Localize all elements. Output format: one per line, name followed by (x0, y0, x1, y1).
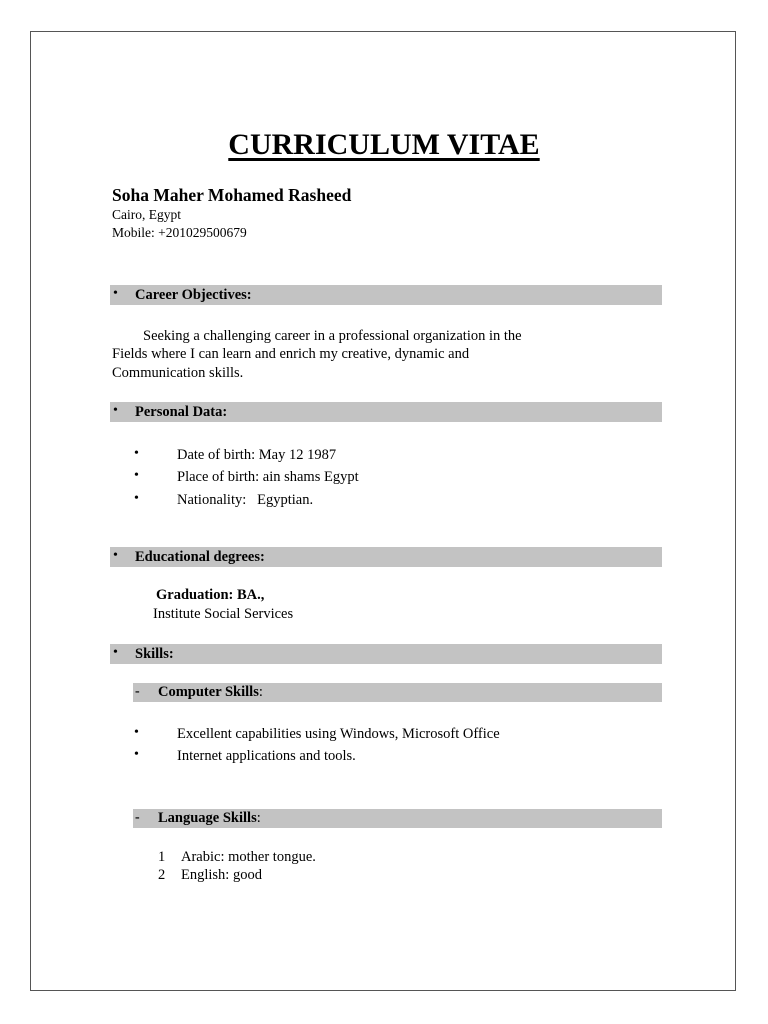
dash-icon: - (135, 684, 140, 699)
list-item: Internet applications and tools. (177, 748, 356, 764)
list-number: 1 (158, 849, 166, 865)
section-header-career-objectives (110, 285, 662, 305)
subsection-header-computer-skills (133, 683, 662, 702)
page-title: CURRICULUM VITAE (228, 128, 540, 161)
degree-title: Graduation: BA., (156, 587, 265, 603)
bullet-icon: • (134, 725, 139, 740)
bullet-icon: • (113, 403, 118, 418)
applicant-name: Soha Maher Mohamed Rasheed (112, 185, 352, 205)
applicant-city: Cairo, Egypt (112, 207, 181, 222)
career-objective-line-3: Communication skills. (112, 365, 244, 381)
degree-institute: Institute Social Services (153, 606, 294, 622)
applicant-mobile: Mobile: +201029500679 (112, 225, 247, 240)
subsection-heading-text: Computer Skills (158, 684, 259, 700)
subsection-header-language-skills (133, 809, 662, 828)
section-header-personal-data (110, 402, 662, 422)
list-item: English: good (181, 867, 262, 883)
list-item: Date of birth: May 12 1987 (177, 447, 337, 463)
colon: : (258, 684, 263, 700)
bullet-icon: • (134, 468, 139, 483)
bullet-icon: • (134, 491, 139, 506)
list-item: Place of birth: ain shams Egypt (177, 469, 359, 485)
section-heading: Educational degrees: (135, 549, 265, 565)
subsection-heading (158, 684, 263, 701)
section-heading: Career Objectives: (135, 287, 252, 303)
subsection-heading-text: Language Skills (158, 810, 257, 826)
bullet-icon: • (113, 548, 118, 563)
section-header-educational-degrees (110, 547, 662, 567)
list-item: Excellent capabilities using Windows, Microsoft Office (177, 726, 500, 742)
section-heading: Personal Data: (135, 404, 228, 420)
bullet-icon: • (113, 645, 118, 660)
bullet-icon: • (113, 286, 118, 301)
list-number: 2 (158, 867, 166, 883)
list-item: Arabic: mother tongue. (181, 849, 316, 865)
section-header-skills (110, 644, 662, 664)
bullet-icon: • (134, 747, 139, 762)
list-item: Nationality: Egyptian. (177, 492, 314, 508)
bullet-icon: • (134, 446, 139, 461)
section-heading: Skills: (135, 646, 174, 662)
colon: : (256, 810, 261, 826)
subsection-heading (158, 810, 261, 827)
document-page (30, 31, 736, 991)
career-objective-line-1: Seeking a challenging career in a professional organization in the (143, 328, 522, 344)
dash-icon: - (135, 810, 140, 825)
career-objective-line-2: Fields where I can learn and enrich my creative, dynamic and (112, 346, 470, 362)
